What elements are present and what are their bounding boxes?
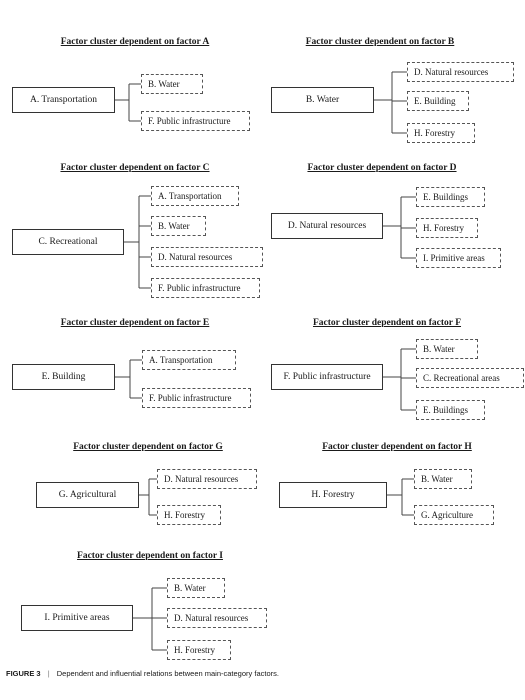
dependent-factor-d-0: E. Buildings bbox=[416, 187, 485, 207]
dependent-factor-b-0: D. Natural resources bbox=[407, 62, 514, 82]
dependent-factor-c-2: D. Natural resources bbox=[151, 247, 263, 267]
caption-separator: | bbox=[47, 669, 50, 678]
dependent-factor-g-1: H. Forestry bbox=[157, 505, 221, 525]
root-factor-h: H. Forestry bbox=[279, 482, 387, 508]
root-factor-c: C. Recreational bbox=[12, 229, 124, 255]
dependent-factor-d-1: H. Forestry bbox=[416, 218, 478, 238]
dependent-factor-h-1: G. Agriculture bbox=[414, 505, 494, 525]
figure-caption bbox=[6, 669, 279, 678]
dependent-factor-f-1: C. Recreational areas bbox=[416, 368, 524, 388]
dependent-factor-b-2: H. Forestry bbox=[407, 123, 475, 143]
cluster-title-f: Factor cluster dependent on factor F bbox=[312, 318, 462, 328]
dependent-factor-i-2: H. Forestry bbox=[167, 640, 231, 660]
root-factor-b: B. Water bbox=[271, 87, 374, 113]
root-factor-d: D. Natural resources bbox=[271, 213, 383, 239]
dependent-factor-g-0: D. Natural resources bbox=[157, 469, 257, 489]
dependent-factor-a-1: F. Public infrastructure bbox=[141, 111, 250, 131]
dependent-factor-f-0: B. Water bbox=[416, 339, 478, 359]
cluster-title-g: Factor cluster dependent on factor G bbox=[73, 442, 223, 452]
root-factor-e: E. Building bbox=[12, 364, 115, 390]
cluster-title-a: Factor cluster dependent on factor A bbox=[60, 37, 210, 47]
dependent-factor-c-0: A. Transportation bbox=[151, 186, 239, 206]
dependent-factor-i-0: B. Water bbox=[167, 578, 225, 598]
dependent-factor-i-1: D. Natural resources bbox=[167, 608, 267, 628]
caption-text: Dependent and influential relations between main-category factors. bbox=[56, 669, 279, 678]
cluster-title-b: Factor cluster dependent on factor B bbox=[305, 37, 455, 47]
dependent-factor-e-0: A. Transportation bbox=[142, 350, 236, 370]
cluster-title-c: Factor cluster dependent on factor C bbox=[60, 163, 210, 173]
dependent-factor-c-1: B. Water bbox=[151, 216, 206, 236]
dependent-factor-a-0: B. Water bbox=[141, 74, 203, 94]
dependent-factor-f-2: E. Buildings bbox=[416, 400, 485, 420]
dependent-factor-h-0: B. Water bbox=[414, 469, 472, 489]
caption-label: FIGURE 3 bbox=[6, 669, 41, 678]
root-factor-a: A. Transportation bbox=[12, 87, 115, 113]
root-factor-f: F. Public infrastructure bbox=[271, 364, 383, 390]
dependent-factor-d-2: I. Primitive areas bbox=[416, 248, 501, 268]
cluster-title-h: Factor cluster dependent on factor H bbox=[322, 442, 472, 452]
root-factor-i: I. Primitive areas bbox=[21, 605, 133, 631]
cluster-title-i: Factor cluster dependent on factor I bbox=[77, 551, 223, 561]
root-factor-g: G. Agricultural bbox=[36, 482, 139, 508]
dependent-factor-e-1: F. Public infrastructure bbox=[142, 388, 251, 408]
cluster-title-e: Factor cluster dependent on factor E bbox=[60, 318, 210, 328]
cluster-title-d: Factor cluster dependent on factor D bbox=[307, 163, 457, 173]
dependent-factor-b-1: E. Building bbox=[407, 91, 469, 111]
dependent-factor-c-3: F. Public infrastructure bbox=[151, 278, 260, 298]
